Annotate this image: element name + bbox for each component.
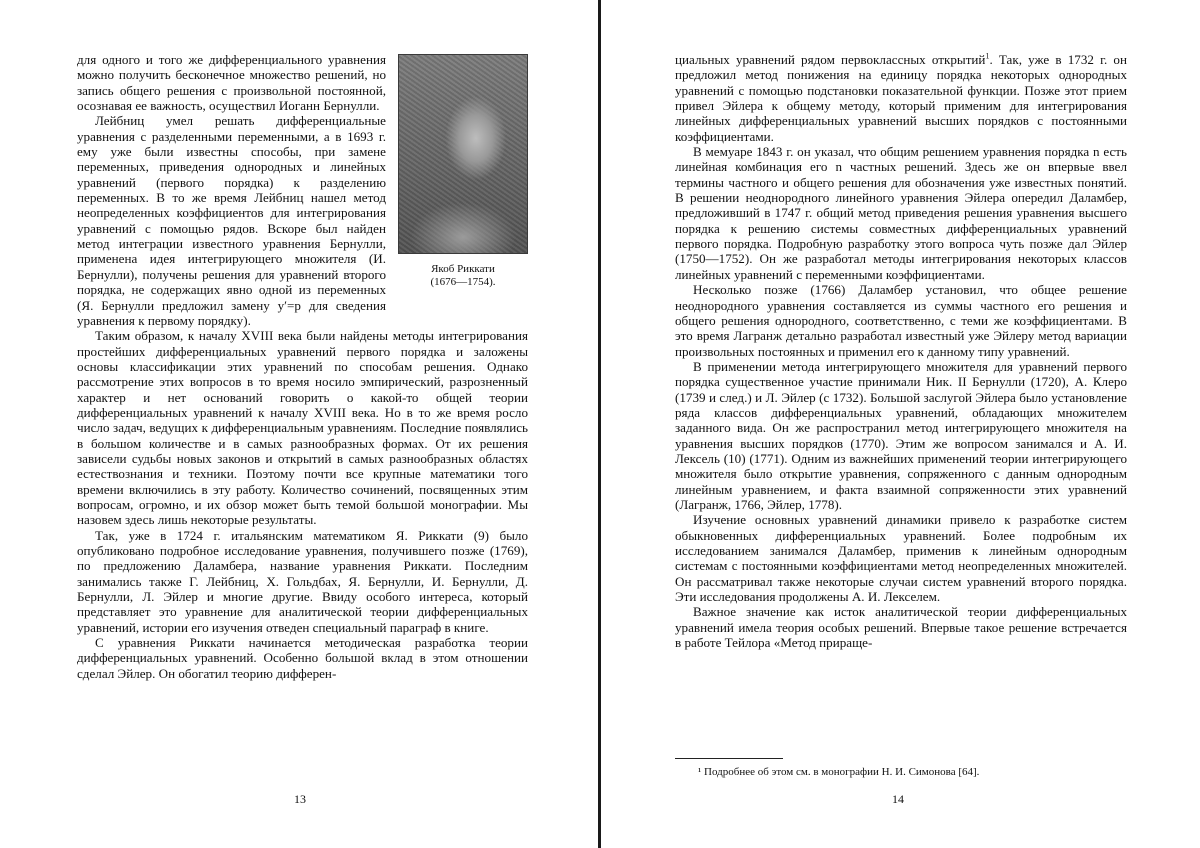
portrait-caption [398, 263, 528, 289]
left-page [0, 0, 598, 848]
left-paragraph-4: Так, уже в 1724 г. итальянским математиком Я. Риккати (9) было опубликовано подробное исследование уравнения, получившего позже (1769), по предложению Даламбера, название уравнения Риккати. Последним занимались также Г. Лейбниц, Х. Гольдбах, Я. Бернулли, И. Бернулли, Д. Бернулли, Л. Эйлер и многие другие. Ввиду особого интереса, который представляет это уравнение для аналитической теории дифференциальных уравнений, истории его изучения отведен специальный параграф в книге. [77, 527, 528, 635]
right-page-text [675, 52, 1127, 650]
right-paragraph-4: В применении метода интегрирующего множителя для уравнений первого порядка существенное участие принимали Ник. II Бернулли (1720), А. Клеро (1739 и след.) и Л. Эйлер (с 1732). Большой заслугой Эйлера было установление ряда классов дифференциальных уравнений, обладающих множителем заданного вида. Он же распространил метод интегрирующего множителя на уравнения высших порядков (1770). Этим же вопросом занимался и А. И. Лексель (10) (1771). Одним из важнейших применений теории интегрирующего множителя было открытие уравнения, сопряженного с данным однородным линейным уравнением, и факта взаимной сопряженности этих уравнений (Лагранж, 1766, Эйлер, 1778). [675, 358, 1127, 512]
footnote-marker: 1 [985, 51, 990, 61]
left-paragraph-5: С уравнения Риккати начинается методическая разработка теории дифференциальных уравнений. Особенно большой вклад в этом отношении сделал Эйлер. Он обогатил теорию дифферен- [77, 635, 528, 681]
page-number-left: 13 [294, 792, 306, 806]
right-paragraph-6: Важное значение как исток аналитической теории дифференциальных уравнений имела теория особых решений. Впервые такое решение встречается в работе Тейлора «Метод прираще- [675, 604, 1127, 651]
left-paragraph-2: Лейбниц умел решать дифференциальные уравнения с разделенными переменными, а в 1693 г. ему уже были известны способы, при замене переменных, приведения однородных и линейных уравнений (первого порядка) к разделению переменных. В то же время Лейбниц нашел метод неопределенных коэффициентов для интегрирования уравнений с помощью рядов. Вскоре был найден метод интеграции известного уравнения Бернулли, применена идея интегрирующего множителя (И. Бернулли), получены решения для уравнений второго порядка, не содержащих явно одной из переменных (Я. Бернулли предложил замену y′=p для сведения уравнения к первому порядку). [77, 113, 386, 328]
right-paragraph-1-rest: . Так, уже в 1732 г. он предложил метод понижения на единицу порядка некоторых однородных уравнений с помощью подстановки показательной функции. Позже этот прием привел Эйлера к общему методу, который применим для интегрирования линейных дифференциальных уравнений высших порядков с постоянными коэффициентами. [675, 52, 1127, 144]
left-page-text [77, 52, 528, 681]
left-paragraph-1: для одного и того же дифференциального уравнения можно получить бесконечное множество решений, но запись общего решения с произвольной постоянной, осознавая ее важность, осуществил Иоганн Бернулли. [77, 52, 386, 114]
caption-years: (1676—1754). [430, 276, 496, 288]
left-paragraph-3: Таким образом, к началу XVIII века были найдены методы интегрирования простейших дифференциальных уравнений первого порядка и заложены основы классификации этих уравнений по способам решения. Однако рассмотрение этих вопросов в то время носило эмпирический, разрозненный характер и нет оснований говорить о какой-то общей теории дифференциальных уравнений к началу XVIII века. Но в то же время росло число задач, ведущих к дифференциальным уравнениям. Последние появлялись в большом количестве и в самых разнообразных формах. От их решения зависели судьбы новых законов и открытий в самых разнообразных областях естествознания и техники. Поэтому почти все крупные математики того времени включились в эту работу. Количество сочинений, посвященных этим вопросам, огромно, и их обзор может быть темой большой монографии. Мы назовем здесь лишь некоторые результаты. [77, 328, 528, 528]
footnote-divider [675, 758, 783, 759]
right-paragraph-2: В мемуаре 1843 г. он указал, что общим решением уравнения порядка n есть линейная комбинация его n частных решений. Здесь же он впервые ввел термины частного и общего решения для обозначения уже известных понятий. В решении неоднородного линейного уравнения Эйлера опередил Даламбер, предложивший в 1747 г. общий метод приведения решения уравнения высшего порядка к решению системы совместных дифференциальных уравнений первого порядка. Подробную разработку этого вопроса чуть позже дал Эйлер (1750—1752). Он же разработал методы интегрирования некоторых классов линейных уравнений с переменными коэффициентами. [675, 144, 1127, 282]
footnote: ¹ Подробнее об этом см. в монографии Н. И. Симонова [64]. [698, 766, 980, 778]
page-number-right: 14 [892, 792, 904, 806]
portrait-figure [398, 54, 528, 304]
riccati-portrait-image [398, 54, 528, 254]
right-paragraph-3: Несколько позже (1766) Даламбер установил, что общее решение неоднородного уравнения составляется из суммы частного его решения и общего решения однородного, соответственно, с теми же коэффициентами. В это время Лагранж детально разработал известный уже Эйлеру метод вариации произвольных постоянных и применил его к данному типу уравнений. [675, 282, 1127, 359]
right-paragraph-1-start: циальных уравнений рядом первоклассных открытий [675, 52, 986, 67]
caption-name: Якоб Риккати [431, 263, 495, 275]
right-paragraph-1 [675, 52, 1127, 144]
right-paragraph-5: Изучение основных уравнений динамики привело к разработке систем обыкновенных дифференциальных уравнений. Более подробным их исследованием занимался Даламбер, применив к линейным однородным системам с постоянными коэффициентами метод неопределенных множителей. Он рассматривал также некоторые случаи систем уравнений второго порядка. Эти исследования продолжены А. И. Лекселем. [675, 512, 1127, 605]
